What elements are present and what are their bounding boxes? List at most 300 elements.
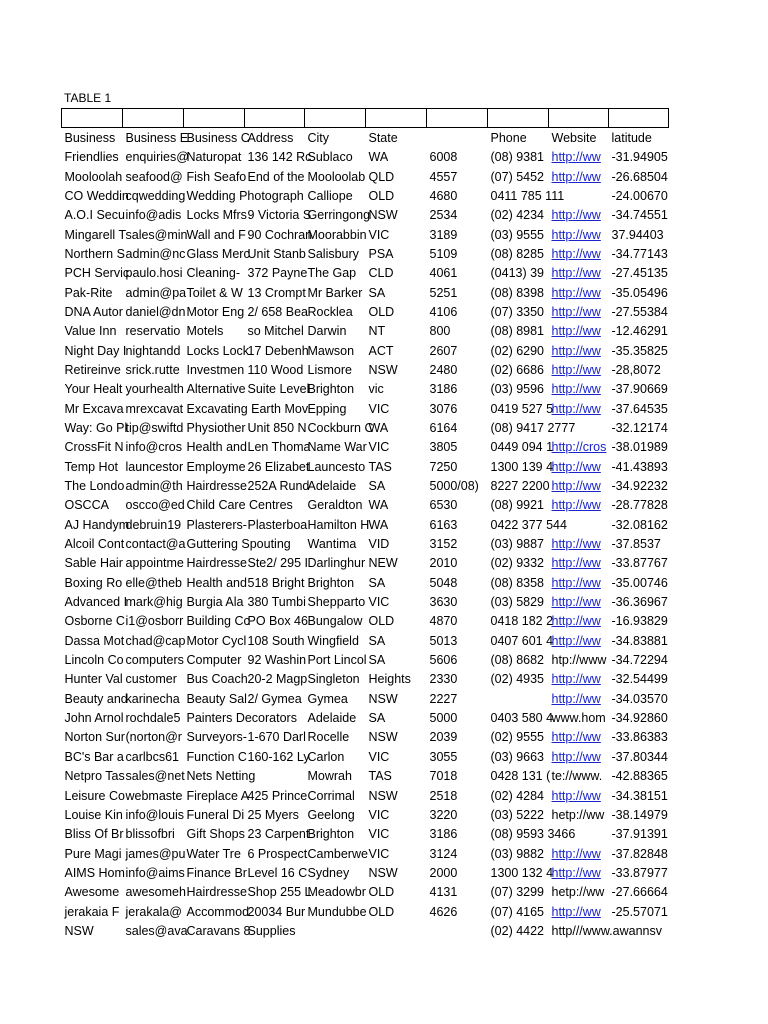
website-cell[interactable]	[549, 206, 609, 225]
latitude-cell[interactable]: -33.86383	[611, 730, 668, 745]
phone-cell[interactable]: 0418 182 2	[490, 614, 554, 629]
category-cell[interactable]: Investmen	[186, 362, 245, 377]
state-cell[interactable]: VIC	[368, 595, 390, 610]
website-link[interactable]: http://ww	[551, 537, 601, 552]
address-cell[interactable]: Plasterboa	[247, 517, 308, 532]
category-cell[interactable]: Fish Seafo	[186, 169, 247, 184]
latitude-cell[interactable]: -27.45135	[611, 266, 668, 281]
latitude-cell[interactable]: -27.66664	[611, 885, 668, 900]
business-name-cell[interactable]: A.O.I Secu	[64, 208, 125, 223]
phone-cell[interactable]	[488, 690, 549, 709]
city-cell[interactable]: The Gap	[307, 266, 357, 281]
blank-cell[interactable]	[184, 109, 245, 128]
business-name-cell[interactable]: Dassa Mot	[64, 633, 125, 648]
business-name-cell[interactable]: Temp Hot	[64, 459, 118, 474]
state-cell[interactable]: OLD	[368, 614, 395, 629]
latitude-cell[interactable]: -26.68504	[611, 169, 668, 184]
address-cell[interactable]: Ste2/ 295 I	[247, 556, 308, 571]
website-cell[interactable]	[549, 690, 609, 709]
address-cell[interactable]: 2/ 658 Bea	[247, 304, 308, 319]
postcode-cell[interactable]: 2000	[429, 865, 458, 880]
postcode-cell[interactable]: 3152	[429, 537, 458, 552]
address-cell[interactable]: Shop 255 L	[247, 885, 312, 900]
phone-cell[interactable]: (08) 9593 3466	[490, 827, 576, 842]
postcode-cell[interactable]: 4870	[429, 614, 458, 629]
latitude-cell[interactable]: -33.87977	[611, 865, 668, 880]
address-cell[interactable]: 25 Myers	[247, 807, 299, 822]
website-cell[interactable]	[549, 167, 609, 186]
column-header[interactable]: Website	[551, 130, 597, 145]
latitude-cell[interactable]: -34.92232	[611, 479, 668, 494]
city-cell[interactable]: Salisbury	[307, 246, 359, 261]
category-cell[interactable]: Accommod	[186, 904, 250, 919]
latitude-cell[interactable]: -37.8537	[611, 537, 661, 552]
website-link[interactable]: http://ww	[551, 556, 601, 571]
email-cell[interactable]: srick.rutte	[125, 362, 180, 377]
postcode-cell[interactable]: 2607	[429, 343, 458, 358]
category-cell[interactable]: Alternative	[186, 382, 246, 397]
address-cell[interactable]: 1-670 Darl	[247, 730, 306, 745]
address-cell[interactable]: Len Thoma	[247, 440, 311, 455]
website-cell[interactable]: hetp://ww	[551, 807, 605, 822]
phone-cell[interactable]: (08) 8981	[490, 324, 545, 339]
phone-cell[interactable]: (08) 9921	[490, 498, 545, 513]
phone-cell[interactable]: (02) 4422	[490, 923, 545, 938]
email-cell[interactable]: yourhealth	[125, 382, 184, 397]
postcode-cell[interactable]: 4626	[429, 904, 458, 919]
city-cell[interactable]: Adelaide	[307, 711, 357, 726]
website-link[interactable]: http://ww	[551, 227, 601, 242]
city-cell[interactable]: Mowrah	[307, 769, 352, 784]
address-cell[interactable]: PO Box 46	[247, 614, 308, 629]
state-cell[interactable]: VIC	[368, 440, 390, 455]
state-cell[interactable]: NSW	[368, 730, 398, 745]
address-cell[interactable]: 6 Prospect	[247, 846, 308, 861]
website-cell[interactable]	[549, 225, 609, 244]
phone-cell[interactable]: (07) 5452	[490, 169, 545, 184]
city-cell[interactable]: Wantima	[307, 537, 357, 552]
business-name-cell[interactable]: Louise Kin	[64, 807, 123, 822]
address-cell[interactable]: 9 Victoria S	[247, 208, 312, 223]
state-cell[interactable]: ACT	[368, 343, 394, 358]
business-name-cell[interactable]: Boxing Ro	[64, 575, 123, 590]
phone-cell[interactable]: (08) 8358	[490, 575, 545, 590]
latitude-cell[interactable]: -36.36967	[611, 595, 668, 610]
email-cell[interactable]: james@pu	[125, 846, 186, 861]
city-cell[interactable]: Mundubbe	[307, 904, 367, 919]
email-cell[interactable]: chad@cap	[125, 633, 186, 648]
latitude-cell[interactable]: -32.08162	[611, 517, 668, 532]
state-cell[interactable]: NSW	[368, 865, 398, 880]
category-cell[interactable]: Hairdresse	[186, 885, 247, 900]
business-name-cell[interactable]: Leisure Co	[64, 788, 125, 803]
latitude-cell[interactable]: -38.14979	[611, 807, 668, 822]
phone-cell[interactable]: (03) 9555	[490, 227, 545, 242]
city-cell[interactable]: Mr Barker	[307, 285, 363, 300]
latitude-cell[interactable]: -34.72294	[611, 653, 668, 668]
website-link[interactable]: http://ww	[551, 208, 601, 223]
postcode-cell[interactable]: 6164	[429, 420, 458, 435]
state-cell[interactable]: WA	[368, 498, 389, 513]
category-cell[interactable]: Fireplace A	[186, 788, 250, 803]
website-link[interactable]: http://ww	[551, 788, 601, 803]
state-cell[interactable]: TAS	[368, 769, 392, 784]
latitude-cell[interactable]: -35.00746	[611, 575, 668, 590]
email-cell[interactable]: contact@a	[125, 537, 186, 552]
address-cell[interactable]: 13 Crompt	[247, 285, 306, 300]
website-link[interactable]: http://ww	[551, 362, 601, 377]
city-cell[interactable]: Mawson	[307, 343, 355, 358]
website-link[interactable]: http://ww	[551, 343, 601, 358]
address-cell[interactable]: 17 Debenh	[247, 343, 309, 358]
business-name-cell[interactable]: Night Day I	[64, 343, 127, 358]
latitude-cell[interactable]: -34.77143	[611, 246, 668, 261]
category-cell[interactable]: Building Cc	[186, 614, 250, 629]
email-cell[interactable]: karinecha	[125, 691, 180, 706]
address-cell[interactable]: 252A Rund	[247, 479, 310, 494]
business-name-cell[interactable]: OSCCA	[64, 498, 109, 513]
category-cell[interactable]: Locks Mfrs	[186, 208, 247, 223]
category-cell[interactable]: Gift Shops	[186, 827, 245, 842]
business-name-cell[interactable]: Mingarell T	[64, 227, 127, 242]
postcode-cell[interactable]: 3055	[429, 749, 458, 764]
business-name-cell[interactable]: Northern S	[64, 246, 125, 261]
state-cell[interactable]: WA	[368, 150, 389, 165]
email-cell[interactable]: mrexcavat	[125, 401, 184, 416]
phone-cell[interactable]: 0449 094 1	[490, 440, 554, 455]
postcode-cell[interactable]: 4680	[429, 188, 458, 203]
category-cell[interactable]: Glass Merc	[186, 246, 250, 261]
city-cell[interactable]: Cockburn C	[307, 420, 374, 435]
latitude-cell[interactable]: -38.01989	[611, 440, 668, 455]
website-cell[interactable]	[549, 574, 609, 593]
city-cell[interactable]: Shepparto	[307, 595, 366, 610]
column-header[interactable]: Business C	[186, 130, 250, 145]
business-name-cell[interactable]: Pure Magi	[64, 846, 122, 861]
category-cell[interactable]: Beauty Sal	[186, 691, 247, 706]
phone-cell[interactable]: (03) 9882	[490, 846, 545, 861]
state-cell[interactable]: SA	[368, 653, 386, 668]
phone-cell[interactable]: 8227 2200	[490, 479, 550, 494]
phone-cell[interactable]: 0407 601 4	[490, 633, 554, 648]
category-cell[interactable]: Naturopat	[186, 150, 242, 165]
latitude-cell[interactable]: -37.80344	[611, 749, 668, 764]
city-cell[interactable]: Gymea	[307, 691, 348, 706]
email-cell[interactable]: tip@swiftd	[125, 420, 184, 435]
postcode-cell[interactable]: 4106	[429, 304, 458, 319]
email-cell[interactable]: mark@hig	[125, 595, 183, 610]
phone-cell[interactable]: (02) 9332	[490, 556, 545, 571]
category-cell[interactable]: Motels	[186, 324, 224, 339]
website-cell[interactable]	[549, 322, 609, 341]
latitude-cell[interactable]: -37.64535	[611, 401, 668, 416]
business-name-cell[interactable]: Hunter Val	[64, 672, 123, 687]
address-cell[interactable]: 2/ Gymea	[247, 691, 302, 706]
business-name-cell[interactable]: Netpro Tas	[64, 769, 125, 784]
postcode-cell[interactable]: 5251	[429, 285, 458, 300]
business-name-cell[interactable]: Bliss Of Br	[64, 827, 124, 842]
state-cell[interactable]: WA	[368, 517, 389, 532]
address-cell[interactable]: Supplies	[247, 923, 296, 938]
column-header[interactable]: Phone	[490, 130, 527, 145]
postcode-cell[interactable]: 3189	[429, 227, 458, 242]
category-cell[interactable]: Nets Netting	[186, 769, 256, 784]
email-cell[interactable]: elle@theb	[125, 575, 182, 590]
city-cell[interactable]: Carlon	[307, 749, 345, 764]
email-cell[interactable]: sales@net	[125, 769, 185, 784]
business-name-cell[interactable]: CO Weddin	[64, 188, 129, 203]
business-name-cell[interactable]: John Arnol	[64, 711, 124, 726]
city-cell[interactable]: Brighton	[307, 827, 355, 842]
city-cell[interactable]: Sublaco	[307, 150, 353, 165]
website-cell[interactable]	[549, 341, 609, 360]
category-cell[interactable]: Child Care Centres	[186, 498, 293, 513]
website-cell[interactable]	[549, 438, 609, 457]
business-name-cell[interactable]: CrossFit N	[64, 440, 124, 455]
state-cell[interactable]: OLD	[368, 188, 395, 203]
blank-cell[interactable]	[488, 109, 549, 128]
postcode-cell[interactable]: 6008	[429, 150, 458, 165]
category-cell[interactable]: Plasterers-	[186, 517, 247, 532]
website-link[interactable]: http://ww	[551, 246, 601, 261]
business-name-cell[interactable]: The Londo	[64, 479, 125, 494]
website-cell[interactable]	[549, 380, 609, 399]
postcode-cell[interactable]: 5000/08)	[429, 479, 479, 494]
email-cell[interactable]: reservatio	[125, 324, 181, 339]
category-cell[interactable]: Physiother	[186, 420, 246, 435]
business-name-cell[interactable]: Beauty and	[64, 691, 128, 706]
email-cell[interactable]: nightandd	[125, 343, 181, 358]
email-cell[interactable]: seafood@	[125, 169, 183, 184]
address-cell[interactable]: 160-162 Ly	[247, 749, 310, 764]
city-cell[interactable]: Corrimal	[307, 788, 355, 803]
postcode-cell[interactable]: 5013	[429, 633, 458, 648]
postcode-cell[interactable]: 5000	[429, 711, 458, 726]
postcode-cell[interactable]: 2010	[429, 556, 458, 571]
state-cell[interactable]: NEW	[368, 556, 398, 571]
business-name-cell[interactable]: Alcoil Cont	[64, 537, 125, 552]
email-cell[interactable]: carlbcs61	[125, 749, 179, 764]
column-header[interactable]: State	[368, 130, 398, 145]
latitude-cell[interactable]: -37.90669	[611, 382, 668, 397]
state-cell[interactable]: vic	[368, 382, 384, 397]
blank-cell[interactable]	[427, 109, 488, 128]
city-cell[interactable]: Name War	[307, 440, 367, 455]
category-cell[interactable]: Surveyors-	[186, 730, 247, 745]
column-header[interactable]: Address	[247, 130, 294, 145]
email-cell[interactable]: sales@min	[125, 227, 188, 242]
phone-cell[interactable]: (03) 5222	[490, 807, 545, 822]
website-cell[interactable]: hetp://ww	[551, 885, 605, 900]
website-link[interactable]: http://ww	[551, 169, 601, 184]
email-cell[interactable]: admin@nc	[125, 246, 186, 261]
state-cell[interactable]: SA	[368, 633, 386, 648]
website-link[interactable]: http://ww	[551, 479, 601, 494]
city-cell[interactable]: Geraldton	[307, 498, 363, 513]
email-cell[interactable]: i1@osborr	[125, 614, 184, 629]
website-cell[interactable]	[549, 612, 609, 631]
address-cell[interactable]: Suite Level	[247, 382, 310, 397]
city-cell[interactable]: Lismore	[307, 362, 352, 377]
address-cell[interactable]: 23 Carpent	[247, 827, 310, 842]
latitude-cell[interactable]: -31.94905	[611, 150, 668, 165]
phone-cell[interactable]: 0411 785 111	[490, 188, 565, 203]
state-cell[interactable]: NSW	[368, 208, 398, 223]
website-link[interactable]: http://ww	[551, 595, 601, 610]
blank-cell[interactable]	[609, 109, 669, 128]
column-header[interactable]: Business	[64, 130, 116, 145]
latitude-cell[interactable]: -24.00670	[611, 188, 668, 203]
category-cell[interactable]: Water Tre	[186, 846, 241, 861]
phone-cell[interactable]: (07) 3350	[490, 304, 545, 319]
website-link[interactable]: http://ww	[551, 324, 601, 339]
email-cell[interactable]: enquiries@	[125, 150, 189, 165]
category-cell[interactable]: Excavating Earth Mov	[186, 401, 309, 416]
postcode-cell[interactable]: 2534	[429, 208, 458, 223]
website-cell[interactable]	[549, 496, 609, 515]
website-link[interactable]: http://ww	[551, 749, 601, 764]
phone-cell[interactable]: (08) 8682	[490, 653, 545, 668]
postcode-cell[interactable]	[427, 922, 488, 941]
phone-cell[interactable]: 0422 377 544	[490, 517, 567, 532]
category-cell[interactable]: Locks Lock	[186, 343, 250, 358]
column-header[interactable]: latitude	[611, 130, 652, 145]
address-cell[interactable]: Level 16 C	[247, 865, 308, 880]
category-cell[interactable]: Employme	[186, 459, 246, 474]
website-link[interactable]: http://ww	[551, 401, 601, 416]
website-cell[interactable]: htp://www	[551, 653, 607, 668]
address-cell[interactable]: 108 South	[247, 633, 305, 648]
address-cell[interactable]: 90 Cochran	[247, 227, 313, 242]
website-cell[interactable]	[549, 535, 609, 554]
postcode-cell[interactable]: 2330	[429, 672, 458, 687]
email-cell[interactable]: sales@ava	[125, 923, 188, 938]
category-cell[interactable]: Wall and F	[186, 227, 246, 242]
city-cell[interactable]: Brighton	[307, 575, 355, 590]
website-link[interactable]: http://ww	[551, 150, 601, 165]
email-cell[interactable]: debruin19	[125, 517, 182, 532]
city-cell[interactable]: Singleton	[307, 672, 360, 687]
city-cell[interactable]: Gerringong	[307, 208, 371, 223]
state-cell[interactable]: TAS	[368, 459, 392, 474]
website-cell[interactable]	[549, 477, 609, 496]
latitude-cell[interactable]: -32.54499	[611, 672, 668, 687]
state-cell[interactable]: VIC	[368, 827, 390, 842]
latitude-cell[interactable]: -34.92860	[611, 711, 668, 726]
email-cell[interactable]: oscco@ed	[125, 498, 185, 513]
phone-cell[interactable]: 0403 580 4	[490, 711, 554, 726]
column-header[interactable]: Business E	[125, 130, 189, 145]
state-cell[interactable]: CLD	[368, 266, 394, 281]
website-link[interactable]: http://ww	[551, 672, 601, 687]
address-cell[interactable]: 136 142 Rc	[247, 150, 312, 165]
business-name-cell[interactable]: jerakaia F	[64, 904, 120, 919]
postcode-cell[interactable]: 3630	[429, 595, 458, 610]
city-cell[interactable]: Epping	[307, 401, 347, 416]
state-cell[interactable]	[366, 922, 427, 941]
category-cell[interactable]: Motor Eng	[186, 304, 245, 319]
city-cell[interactable]: Mooloolab	[307, 169, 366, 184]
website-link[interactable]: http://ww	[551, 614, 601, 629]
state-cell[interactable]: OLD	[368, 885, 395, 900]
state-cell[interactable]: OLD	[368, 904, 395, 919]
email-cell[interactable]: paulo.hosi	[125, 266, 183, 281]
phone-cell[interactable]: (08) 8398	[490, 285, 545, 300]
latitude-cell[interactable]: -34.38151	[611, 788, 668, 803]
postcode-cell[interactable]: 2518	[429, 788, 458, 803]
latitude-cell[interactable]: -35.05496	[611, 285, 668, 300]
email-cell[interactable]: appointme	[125, 556, 184, 571]
latitude-cell[interactable]: -34.03570	[611, 691, 668, 706]
business-name-cell[interactable]: Your Healt	[64, 382, 123, 397]
latitude-cell[interactable]: -34.74551	[611, 208, 668, 223]
website-cell[interactable]	[549, 458, 609, 477]
business-name-cell[interactable]: NSW	[64, 923, 94, 938]
website-cell[interactable]	[549, 245, 609, 264]
category-cell[interactable]: Health and	[186, 575, 247, 590]
website-link[interactable]: http://ww	[551, 575, 601, 590]
website-cell[interactable]	[549, 148, 609, 167]
latitude-cell[interactable]: -42.88365	[611, 769, 668, 784]
website-cell[interactable]	[549, 748, 609, 767]
website-cell[interactable]	[549, 593, 609, 612]
website-link[interactable]: http://cros	[551, 440, 607, 455]
latitude-cell[interactable]: -32.12174	[611, 420, 668, 435]
blank-cell[interactable]	[305, 109, 366, 128]
state-cell[interactable]: NT	[368, 324, 386, 339]
state-cell[interactable]: SA	[368, 285, 386, 300]
website-link[interactable]: http://ww	[551, 865, 601, 880]
city-cell[interactable]: Geelong	[307, 807, 355, 822]
phone-cell[interactable]: (02) 4284	[490, 788, 545, 803]
blank-cell[interactable]	[123, 109, 184, 128]
postcode-cell[interactable]: 2227	[429, 691, 458, 706]
business-name-cell[interactable]: Pak-Rite	[64, 285, 113, 300]
business-name-cell[interactable]: AJ Handym	[64, 517, 130, 532]
city-cell[interactable]: Bungalow	[307, 614, 363, 629]
phone-cell[interactable]: (0413) 39	[490, 266, 545, 281]
phone-cell[interactable]: (08) 9381	[490, 150, 545, 165]
state-cell[interactable]: OLD	[368, 304, 395, 319]
state-cell[interactable]: VIC	[368, 807, 390, 822]
email-cell[interactable]: cqwedding	[125, 188, 186, 203]
business-name-cell[interactable]: Norton Sur	[64, 730, 125, 745]
address-cell[interactable]: 425 Prince	[247, 788, 308, 803]
latitude-cell[interactable]: -33.87767	[611, 556, 668, 571]
phone-cell[interactable]: (07) 3299	[490, 885, 545, 900]
city-cell[interactable]: Meadowbr	[307, 885, 366, 900]
phone-cell[interactable]: (03) 5829	[490, 595, 545, 610]
website-link[interactable]: http://ww	[551, 459, 601, 474]
phone-cell[interactable]: (08) 9417 2777	[490, 420, 576, 435]
category-cell[interactable]: Computer	[186, 653, 242, 668]
latitude-cell[interactable]: -28,8072	[611, 362, 661, 377]
city-cell[interactable]	[305, 922, 366, 941]
postcode-cell[interactable]: 3186	[429, 827, 458, 842]
category-cell[interactable]: Hairdresse	[186, 479, 247, 494]
postcode-cell[interactable]: 3124	[429, 846, 458, 861]
postcode-cell[interactable]: 6530	[429, 498, 458, 513]
phone-cell[interactable]: (02) 9555	[490, 730, 545, 745]
postcode-cell[interactable]: 5606	[429, 653, 458, 668]
phone-cell[interactable]: (02) 4935	[490, 672, 545, 687]
postcode-cell[interactable]: 4061	[429, 266, 458, 281]
city-cell[interactable]: Darwin	[307, 324, 347, 339]
phone-cell[interactable]: (03) 9663	[490, 749, 545, 764]
website-link[interactable]: http://ww	[551, 633, 601, 648]
address-cell[interactable]: End of the	[247, 169, 305, 184]
business-name-cell[interactable]: Awesome	[64, 885, 120, 900]
